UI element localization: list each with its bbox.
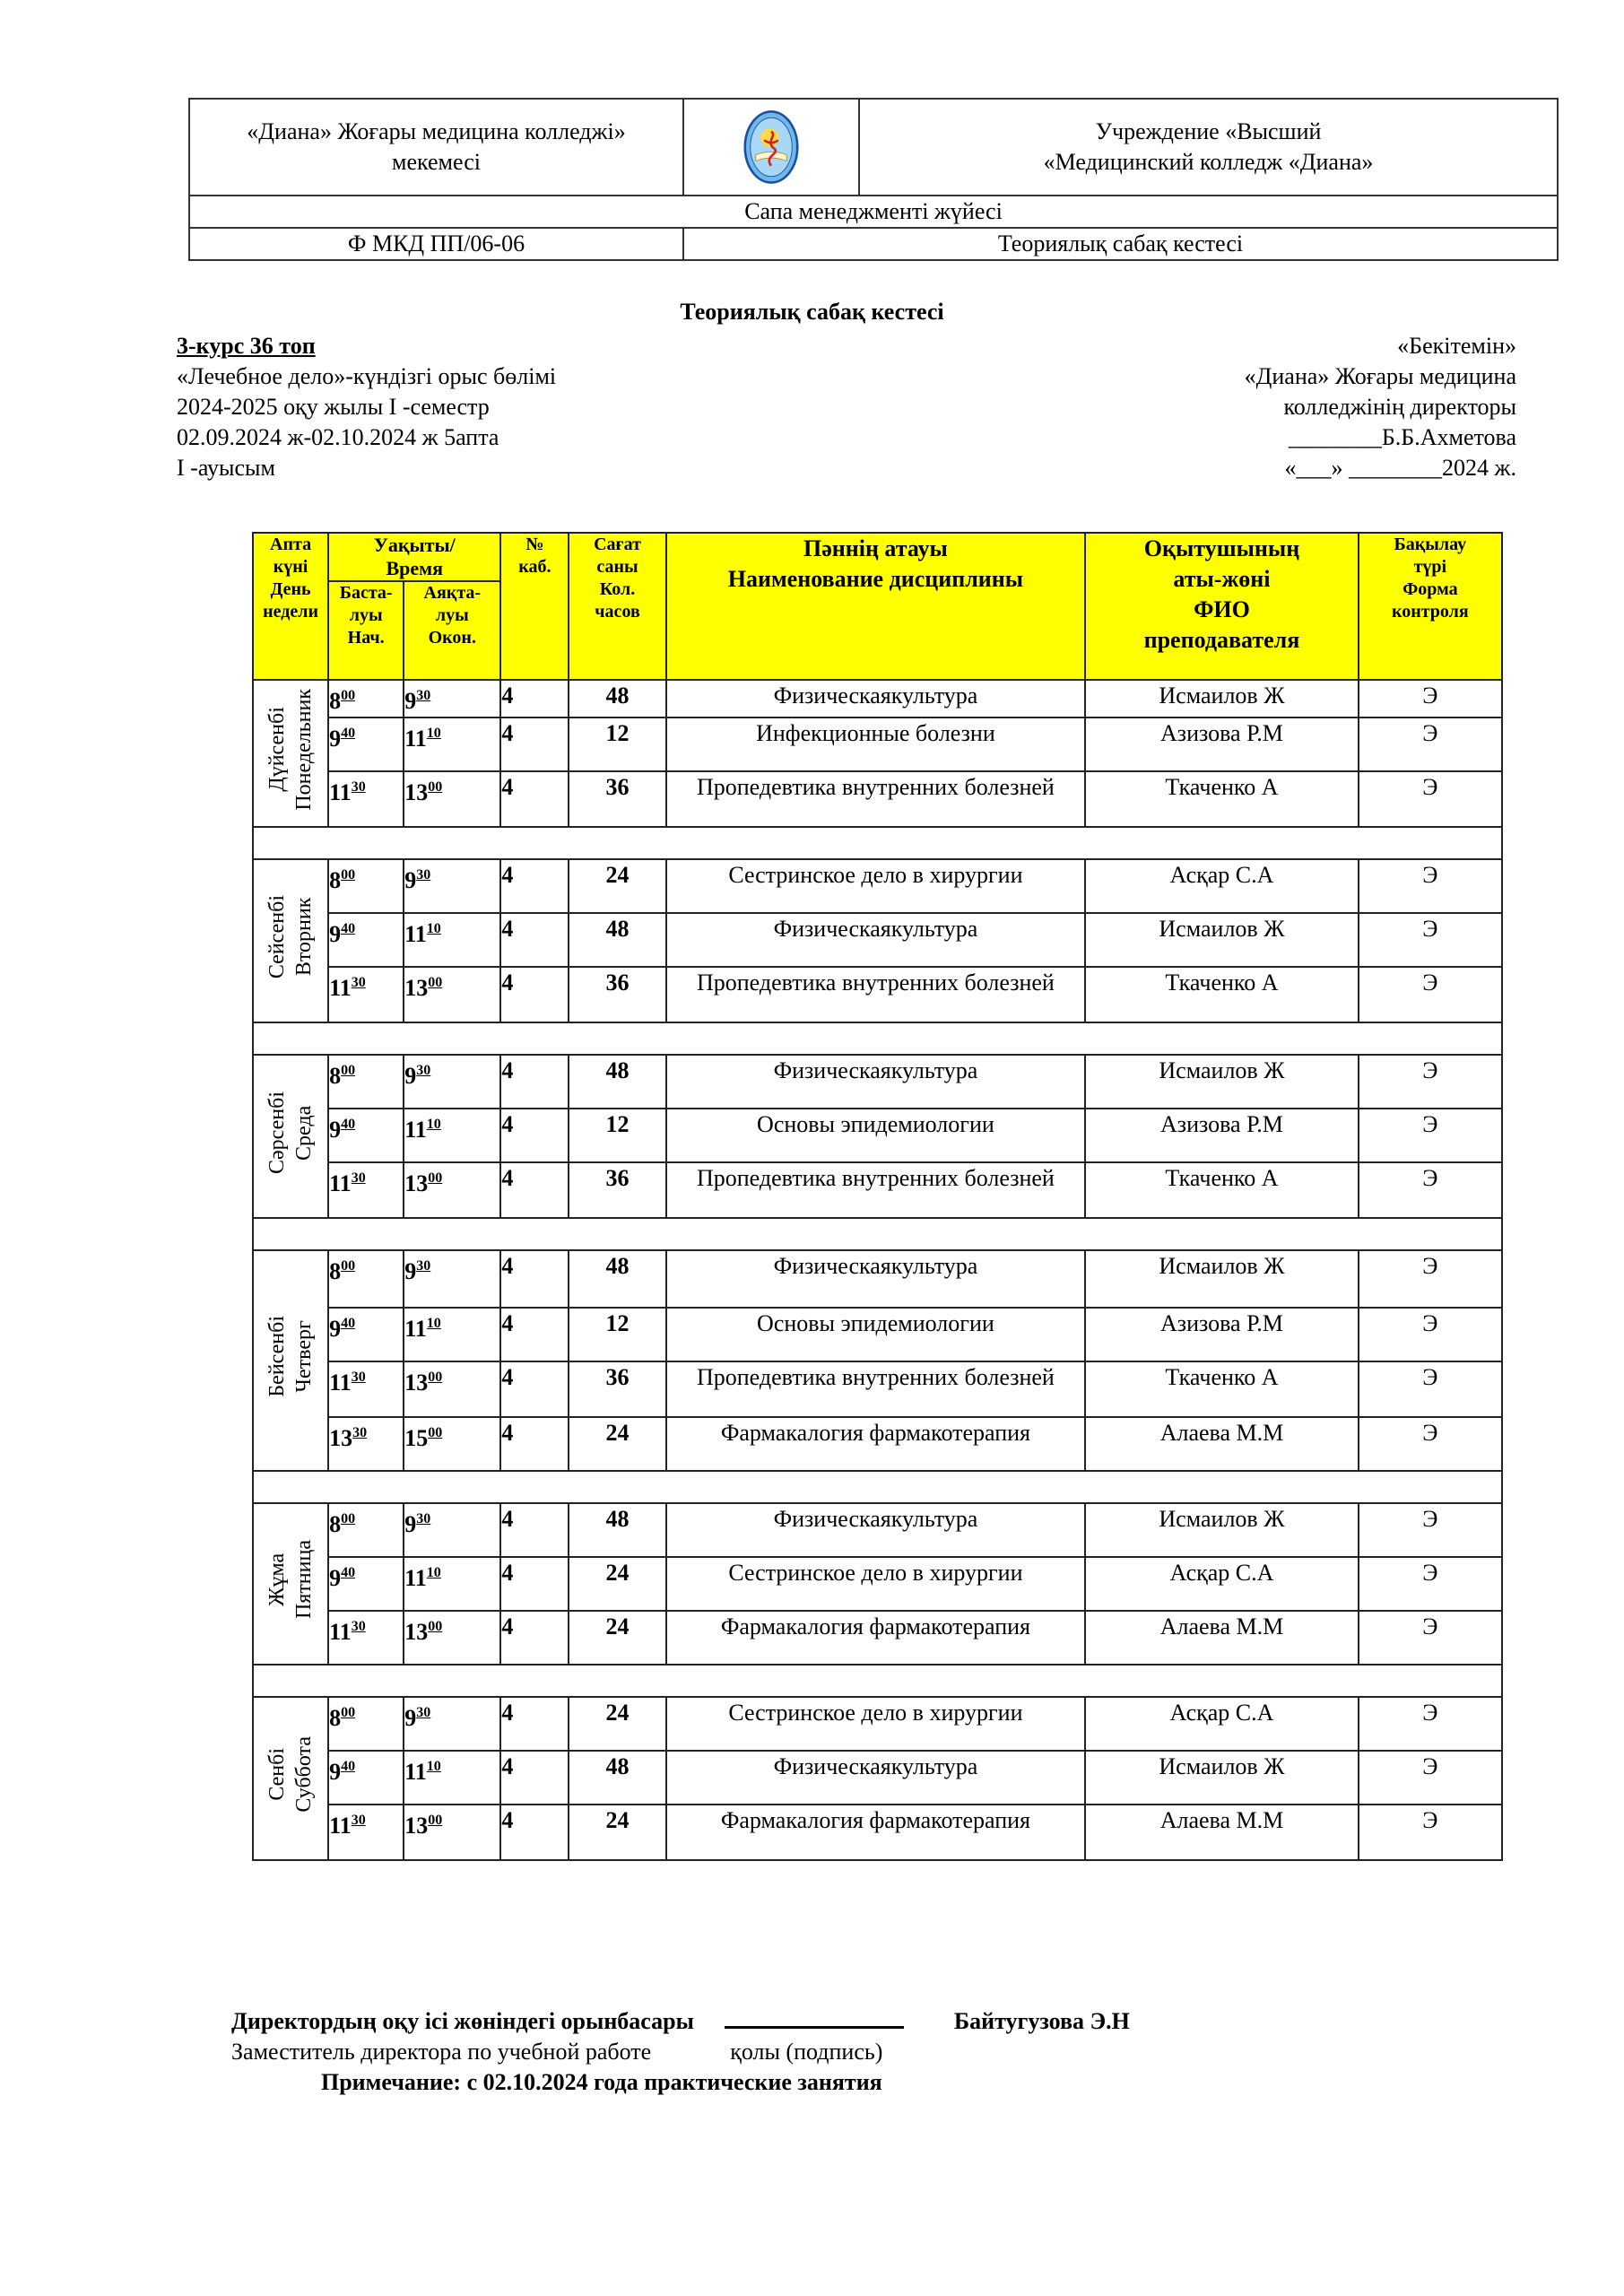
schedule-table <box>252 532 1503 1861</box>
header-control: Бақылау түрі Форма контроля <box>1359 533 1502 680</box>
day-cell <box>253 859 328 1022</box>
approval-line1: «Диана» Жоғары медицина <box>1244 363 1516 389</box>
day-label: Сейсенбі Вторник <box>265 894 317 979</box>
header-end: Аяқта- луы Окон. <box>404 581 500 680</box>
course-group: 3-курс 36 топ <box>177 333 316 359</box>
room-number: 4 <box>500 771 569 827</box>
start-time: $11^{30}$ <box>328 967 404 1022</box>
end-time: $11^{10}$ <box>404 913 500 967</box>
hours-count: 24 <box>569 1697 665 1751</box>
header-start: Баста- луы Нач. <box>328 581 404 680</box>
table-row <box>253 1308 1502 1361</box>
end-time: $9^{30}$ <box>404 859 500 913</box>
subject: Физическаякультура <box>666 680 1086 718</box>
start-time: $8^{00}$ <box>328 859 404 913</box>
day-separator-row <box>253 1218 1502 1250</box>
separator-cell <box>253 1022 1502 1055</box>
start-time: $13^{30}$ <box>328 1417 404 1471</box>
teacher: Исмаилов Ж <box>1085 680 1358 718</box>
room-number: 4 <box>500 1308 569 1361</box>
control-form: Э <box>1359 1697 1502 1751</box>
day-separator-row <box>253 827 1502 859</box>
control-form: Э <box>1359 1417 1502 1471</box>
room-number: 4 <box>500 967 569 1022</box>
room-number: 4 <box>500 1109 569 1162</box>
hours-count: 24 <box>569 1557 665 1611</box>
day-label: Сенбі Суббота <box>265 1736 317 1813</box>
end-time: $11^{10}$ <box>404 1557 500 1611</box>
start-time: $11^{30}$ <box>328 1162 404 1218</box>
start-time: $8^{00}$ <box>328 1250 404 1308</box>
subject: Пропедевтика внутренних болезней <box>666 967 1086 1022</box>
table-row <box>253 1417 1502 1471</box>
header-room: № каб. <box>500 533 569 680</box>
teacher: Ткаченко А <box>1085 1162 1358 1218</box>
start-time: $9^{40}$ <box>328 913 404 967</box>
header-day: Апта күні День недели <box>253 533 328 680</box>
table-row <box>253 1611 1502 1665</box>
room-number: 4 <box>500 1611 569 1665</box>
hours-count: 36 <box>569 1162 665 1218</box>
table-row <box>253 1697 1502 1751</box>
subject: Фармакалогия фармакотерапия <box>666 1611 1086 1665</box>
control-form: Э <box>1359 1162 1502 1218</box>
room-number: 4 <box>500 680 569 718</box>
hours-count: 24 <box>569 1611 665 1665</box>
hours-count: 24 <box>569 1417 665 1471</box>
hours-count: 48 <box>569 1250 665 1308</box>
hours-count: 36 <box>569 967 665 1022</box>
end-time: $11^{10}$ <box>404 1751 500 1805</box>
document-header <box>188 98 1559 261</box>
shift: I -ауысым <box>177 455 275 481</box>
control-form: Э <box>1359 1611 1502 1665</box>
subject: Сестринское дело в хирургии <box>666 859 1086 913</box>
day-cell <box>253 1250 328 1471</box>
teacher: Исмаилов Ж <box>1085 1503 1358 1557</box>
end-time: $9^{30}$ <box>404 1055 500 1109</box>
teacher: Азизова Р.М <box>1085 1308 1358 1361</box>
day-cell <box>253 1697 328 1860</box>
teacher: Асқар С.А <box>1085 859 1358 913</box>
institution-ru-line2: «Медицинский колледж «Диана» <box>1043 149 1374 175</box>
end-time: $11^{10}$ <box>404 1308 500 1361</box>
teacher: Алаева М.М <box>1085 1805 1358 1860</box>
logo-cell <box>683 99 859 196</box>
start-time: $8^{00}$ <box>328 1503 404 1557</box>
table-row <box>253 680 1502 718</box>
hours-count: 48 <box>569 913 665 967</box>
start-time: $9^{40}$ <box>328 1557 404 1611</box>
deputy-title-ru: Заместитель директора по учебной работе <box>231 2039 652 2065</box>
day-separator-row <box>253 1022 1502 1055</box>
room-number: 4 <box>500 1503 569 1557</box>
schedule-body <box>253 680 1502 1860</box>
end-time: $9^{30}$ <box>404 1697 500 1751</box>
teacher: Алаева М.М <box>1085 1417 1358 1471</box>
room-number: 4 <box>500 1417 569 1471</box>
start-time: $8^{00}$ <box>328 1697 404 1751</box>
subject: Пропедевтика внутренних болезней <box>666 1162 1086 1218</box>
table-row <box>253 1162 1502 1218</box>
hours-count: 36 <box>569 1361 665 1417</box>
table-row <box>253 1805 1502 1860</box>
control-form: Э <box>1359 967 1502 1022</box>
end-time: $13^{00}$ <box>404 1162 500 1218</box>
institution-ru <box>859 99 1558 196</box>
hours-count: 24 <box>569 859 665 913</box>
control-form: Э <box>1359 1557 1502 1611</box>
end-time: $9^{30}$ <box>404 680 500 718</box>
subject: Физическаякультура <box>666 1055 1086 1109</box>
teacher: Асқар С.А <box>1085 1697 1358 1751</box>
hours-count: 48 <box>569 680 665 718</box>
start-time: $11^{30}$ <box>328 1805 404 1860</box>
room-number: 4 <box>500 1055 569 1109</box>
start-time: $8^{00}$ <box>328 1055 404 1109</box>
end-time: $11^{10}$ <box>404 1109 500 1162</box>
institution-kz-line1: «Диана» Жоғары медицина колледжі» <box>247 118 626 144</box>
quality-system: Сапа менеджменті жүйесі <box>189 196 1558 228</box>
end-time: $13^{00}$ <box>404 1361 500 1417</box>
day-cell <box>253 1503 328 1665</box>
institution-ru-line1: Учреждение «Высший <box>1095 118 1322 144</box>
table-row <box>253 859 1502 913</box>
hours-count: 48 <box>569 1055 665 1109</box>
control-form: Э <box>1359 1109 1502 1162</box>
group-info <box>177 331 556 483</box>
separator-cell <box>253 1665 1502 1697</box>
separator-cell <box>253 1471 1502 1503</box>
end-time: $13^{00}$ <box>404 771 500 827</box>
header-time: Уақыты/ Время <box>328 533 500 581</box>
control-form: Э <box>1359 913 1502 967</box>
end-time: $9^{30}$ <box>404 1503 500 1557</box>
teacher: Ткаченко А <box>1085 967 1358 1022</box>
control-form: Э <box>1359 1503 1502 1557</box>
subject: Физическаякультура <box>666 1250 1086 1308</box>
hours-count: 24 <box>569 1805 665 1860</box>
subject: Физическаякультура <box>666 1503 1086 1557</box>
hours-count: 12 <box>569 1109 665 1162</box>
signature-line <box>725 2006 904 2029</box>
table-row <box>253 1361 1502 1417</box>
subject: Сестринское дело в хирургии <box>666 1697 1086 1751</box>
deputy-name: Байтугузова Э.Н <box>953 2008 1130 2034</box>
table-row <box>253 1055 1502 1109</box>
subject: Основы эпидемиологии <box>666 1308 1086 1361</box>
start-time: $11^{30}$ <box>328 1361 404 1417</box>
control-form: Э <box>1359 680 1502 718</box>
separator-cell <box>253 827 1502 859</box>
hours-count: 12 <box>569 1308 665 1361</box>
room-number: 4 <box>500 1805 569 1860</box>
day-label: Жұма Пятница <box>265 1540 317 1620</box>
day-separator-row <box>253 1665 1502 1697</box>
control-form: Э <box>1359 1308 1502 1361</box>
subject: Фармакалогия фармакотерапия <box>666 1805 1086 1860</box>
room-number: 4 <box>500 1162 569 1218</box>
room-number: 4 <box>500 718 569 771</box>
table-row <box>253 1557 1502 1611</box>
period: 02.09.2024 ж-02.10.2024 ж 5апта <box>177 424 499 450</box>
room-number: 4 <box>500 913 569 967</box>
teacher: Азизова Р.М <box>1085 718 1358 771</box>
separator-cell <box>253 1218 1502 1250</box>
hours-count: 12 <box>569 718 665 771</box>
approval-block <box>1245 331 1516 483</box>
end-time: $11^{10}$ <box>404 718 500 771</box>
start-time: $9^{40}$ <box>328 1109 404 1162</box>
start-time: $9^{40}$ <box>328 718 404 771</box>
approval-line2: колледжінің директоры <box>1283 394 1516 420</box>
teacher: Исмаилов Ж <box>1085 1055 1358 1109</box>
teacher: Ткаченко А <box>1085 771 1358 827</box>
end-time: $13^{00}$ <box>404 967 500 1022</box>
day-cell <box>253 1055 328 1218</box>
deputy-title-kz: Директордың оқу ісі жөніндегі орынбасары <box>231 2008 694 2034</box>
approval-director: ________Б.Б.Ахметова <box>1288 424 1516 450</box>
department: «Лечебное дело»-күндізгі орыс бөлімі <box>177 363 557 389</box>
page-title: Теориялық сабақ кестесі <box>680 299 944 325</box>
start-time: $9^{40}$ <box>328 1308 404 1361</box>
room-number: 4 <box>500 1557 569 1611</box>
day-label: Сәрсенбі Среда <box>265 1091 317 1174</box>
hours-count: 48 <box>569 1503 665 1557</box>
table-row <box>253 718 1502 771</box>
header-hours: Сағат саны Кол. часов <box>569 533 665 680</box>
start-time: $11^{30}$ <box>328 771 404 827</box>
subject: Физическаякультура <box>666 1751 1086 1805</box>
control-form: Э <box>1359 1055 1502 1109</box>
day-label: Бейсенбі Четверг <box>265 1316 317 1397</box>
teacher: Исмаилов Ж <box>1085 1751 1358 1805</box>
start-time: $11^{30}$ <box>328 1611 404 1665</box>
control-form: Э <box>1359 1250 1502 1308</box>
form-code: Ф МКД ПП/06-06 <box>189 228 683 260</box>
college-emblem-icon <box>733 109 810 186</box>
institution-kz <box>189 99 683 196</box>
room-number: 4 <box>500 1250 569 1308</box>
hours-count: 36 <box>569 771 665 827</box>
room-number: 4 <box>500 1697 569 1751</box>
table-row <box>253 771 1502 827</box>
signature-label: қолы (подпись) <box>730 2039 883 2065</box>
table-row <box>253 913 1502 967</box>
table-row <box>253 1751 1502 1805</box>
room-number: 4 <box>500 1751 569 1805</box>
control-form: Э <box>1359 1805 1502 1860</box>
day-label: Дүйсенбі Понедельник <box>265 688 317 811</box>
table-row <box>253 1250 1502 1308</box>
table-row <box>253 1503 1502 1557</box>
note: Примечание: с 02.10.2024 года практические занятия <box>321 2069 882 2095</box>
form-name: Теориялық сабақ кестесі <box>683 228 1558 260</box>
subject: Физическаякультура <box>666 913 1086 967</box>
table-row <box>253 967 1502 1022</box>
header-subject: Пәннің атауы Наименование дисциплины <box>666 533 1086 680</box>
academic-year: 2024-2025 оқу жылы I -семестр <box>177 394 490 420</box>
end-time: $13^{00}$ <box>404 1805 500 1860</box>
control-form: Э <box>1359 771 1502 827</box>
header-teacher: Оқытушының аты-жөні ФИО преподавателя <box>1085 533 1358 680</box>
approval-date: «___» ________2024 ж. <box>1284 455 1516 481</box>
subject: Инфекционные болезни <box>666 718 1086 771</box>
end-time: $9^{30}$ <box>404 1250 500 1308</box>
subject: Основы эпидемиологии <box>666 1109 1086 1162</box>
control-form: Э <box>1359 1751 1502 1805</box>
day-separator-row <box>253 1471 1502 1503</box>
subject: Пропедевтика внутренних болезней <box>666 1361 1086 1417</box>
subject: Сестринское дело в хирургии <box>666 1557 1086 1611</box>
control-form: Э <box>1359 859 1502 913</box>
hours-count: 48 <box>569 1751 665 1805</box>
approval-title: «Бекітемін» <box>1397 333 1516 359</box>
teacher: Исмаилов Ж <box>1085 1250 1358 1308</box>
institution-kz-line2: мекемесі <box>392 149 481 175</box>
teacher: Асқар С.А <box>1085 1557 1358 1611</box>
teacher: Исмаилов Ж <box>1085 913 1358 967</box>
room-number: 4 <box>500 859 569 913</box>
start-time: $9^{40}$ <box>328 1751 404 1805</box>
day-cell <box>253 680 328 827</box>
control-form: Э <box>1359 1361 1502 1417</box>
subject: Пропедевтика внутренних болезней <box>666 771 1086 827</box>
end-time: $13^{00}$ <box>404 1611 500 1665</box>
control-form: Э <box>1359 718 1502 771</box>
table-row <box>253 1109 1502 1162</box>
teacher: Алаева М.М <box>1085 1611 1358 1665</box>
start-time: $8^{00}$ <box>328 680 404 718</box>
room-number: 4 <box>500 1361 569 1417</box>
teacher: Азизова Р.М <box>1085 1109 1358 1162</box>
end-time: $15^{00}$ <box>404 1417 500 1471</box>
subject: Фармакалогия фармакотерапия <box>666 1417 1086 1471</box>
signature-block <box>231 2006 1130 2098</box>
teacher: Ткаченко А <box>1085 1361 1358 1417</box>
